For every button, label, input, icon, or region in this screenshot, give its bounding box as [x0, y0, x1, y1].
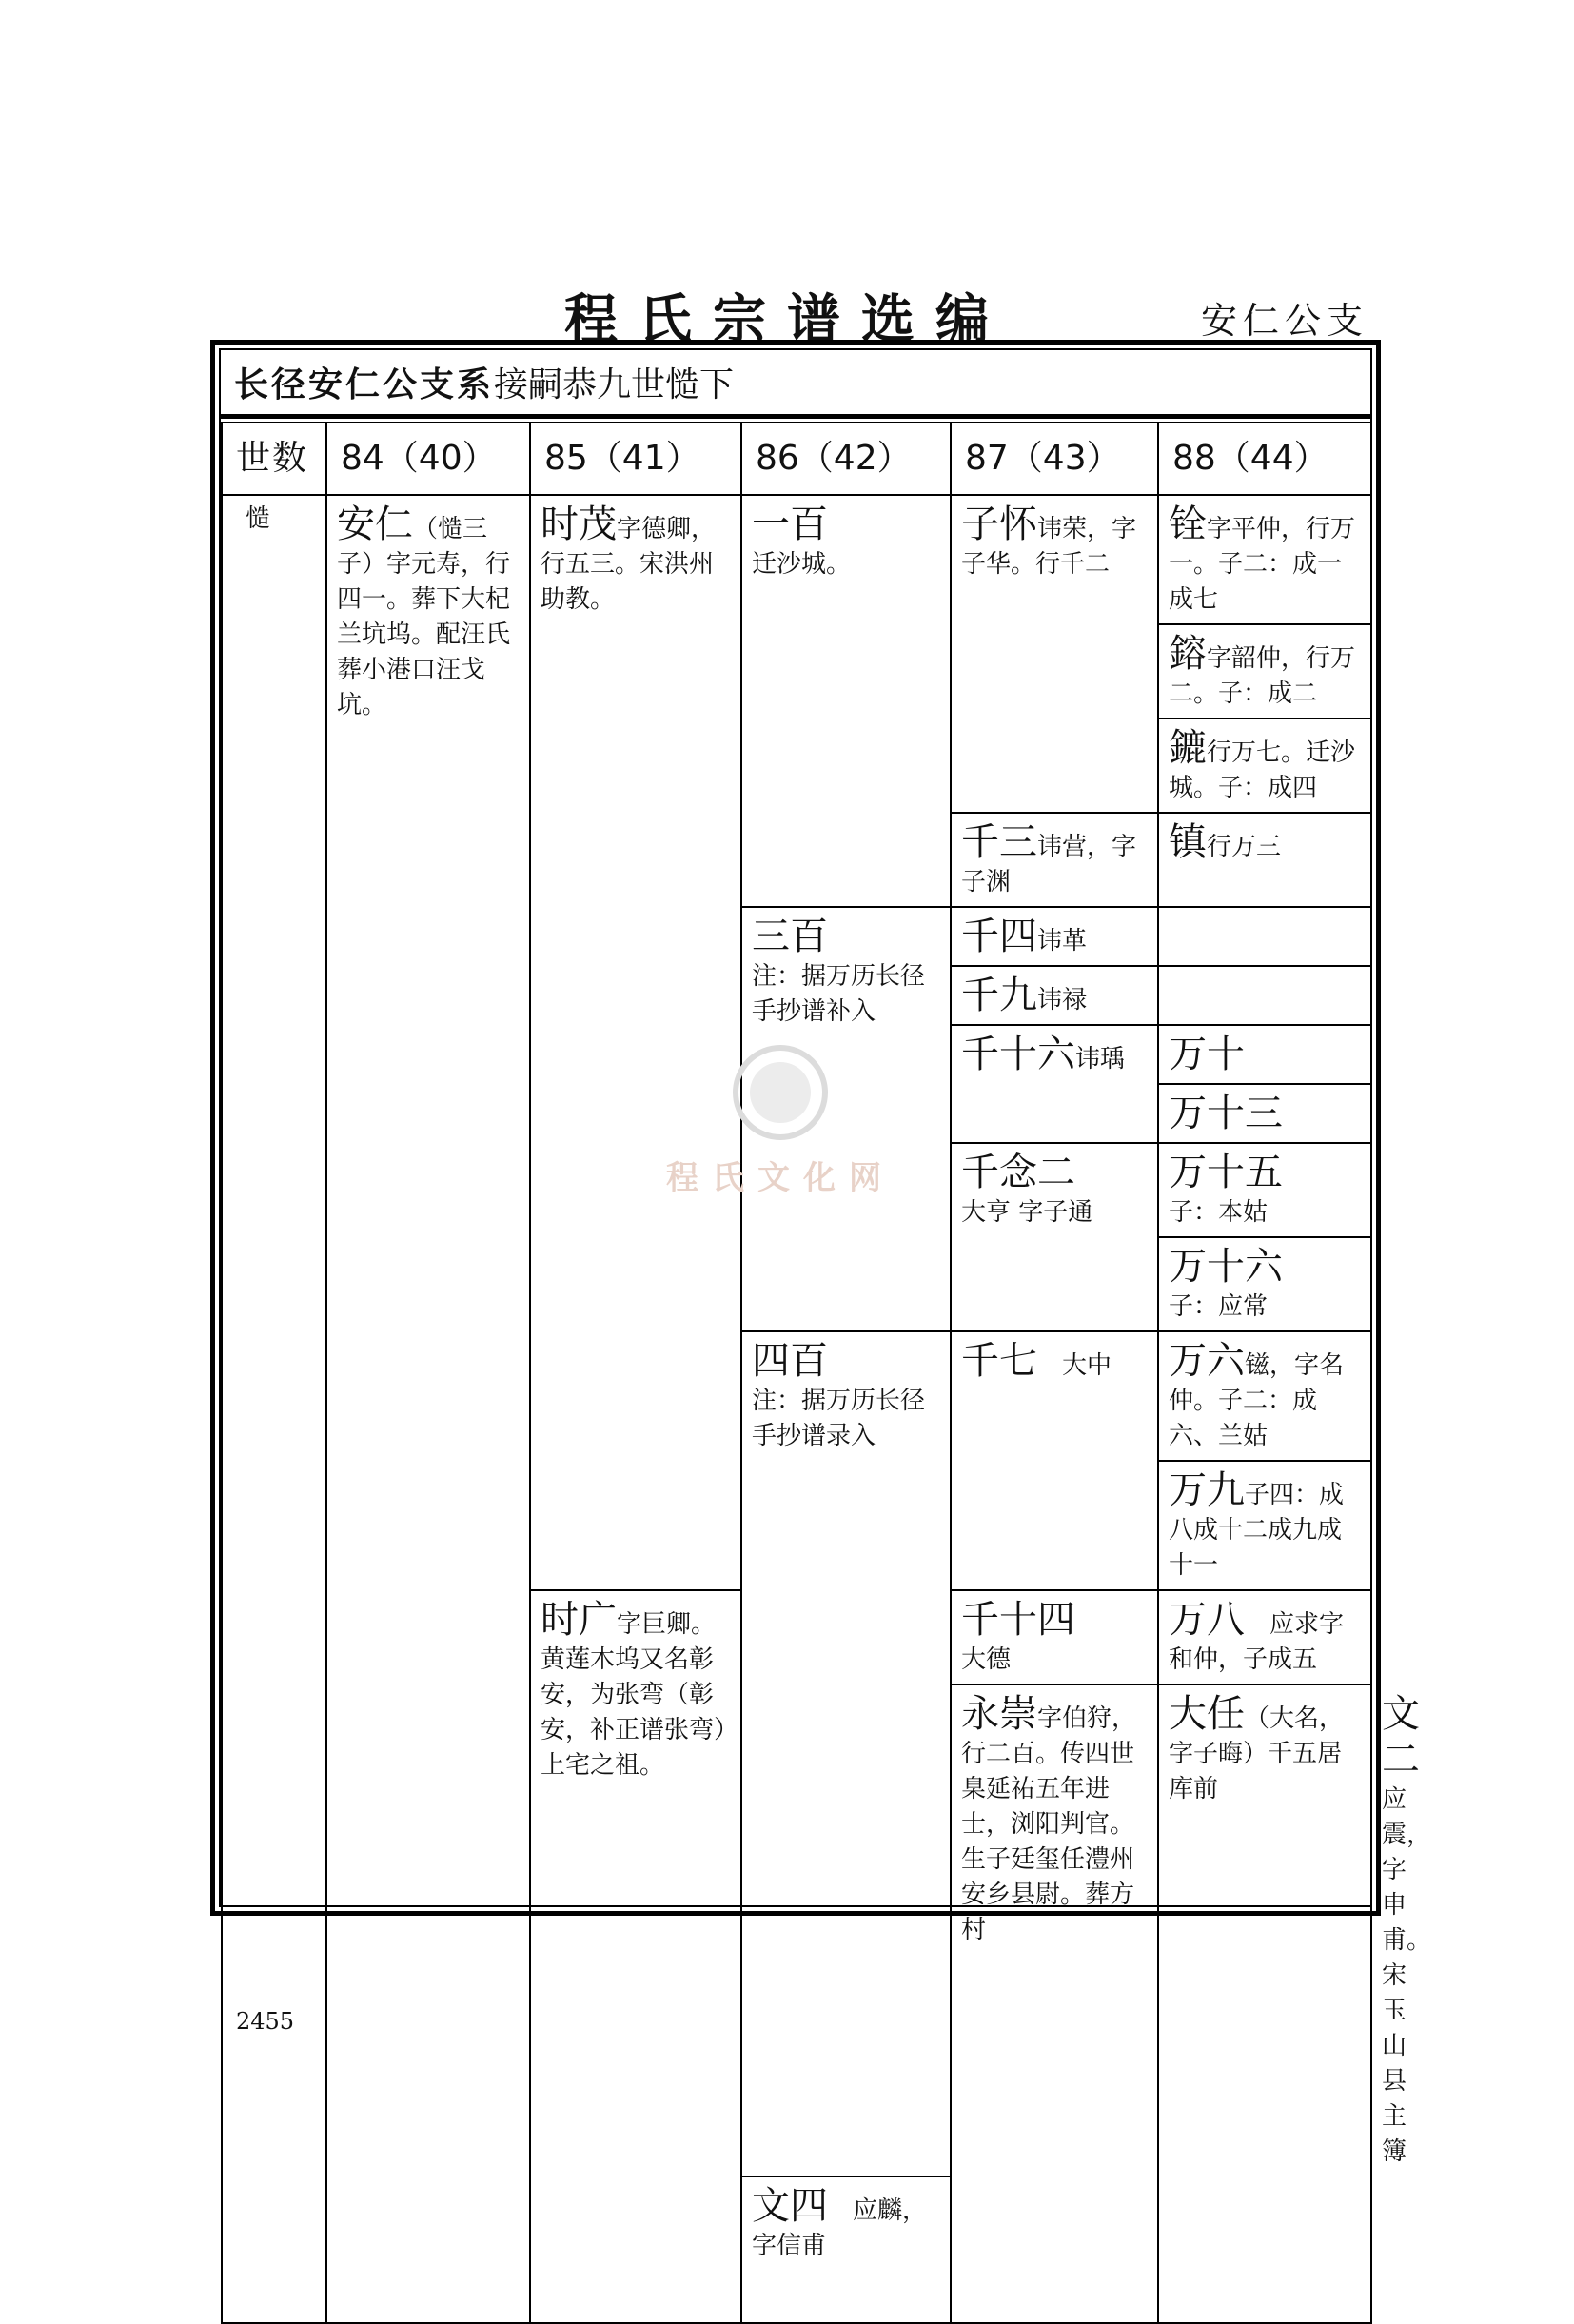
person-sibai	[741, 1331, 951, 2176]
person-name: 鎔	[1169, 632, 1207, 676]
person-detail: （大名，字子晦）千五居库前	[1169, 1704, 1345, 1803]
person-detail: 迁沙城。	[752, 550, 852, 579]
person-name: 一百	[752, 502, 828, 546]
person-wanshiwu	[1158, 1143, 1371, 1237]
person-detail: 字韶仲，行万二。子：成二	[1169, 644, 1356, 708]
person-detail: 讳瑀	[1075, 1045, 1126, 1073]
person-detail: 行万三	[1207, 833, 1282, 861]
person-detail: 字伯狩，行二百。传四世臬延祐五年进士，浏阳判官。生子廷玺任澧州安乡县尉。葬方村	[961, 1704, 1137, 1944]
person-anren	[326, 495, 530, 2323]
person-qiansi	[951, 907, 1158, 966]
person-qiannianer	[951, 1143, 1158, 1331]
person-rong	[1158, 624, 1371, 719]
person-qiansan	[951, 813, 1158, 907]
empty-cell	[1158, 907, 1371, 966]
generation-header-row	[222, 423, 1371, 495]
person-name: 四百	[752, 1339, 828, 1383]
person-zhen	[1158, 813, 1371, 907]
person-name: 千十六	[961, 1033, 1075, 1076]
page-number: 2455	[236, 2008, 295, 2035]
person-name: 万八	[1169, 1598, 1245, 1642]
person-daren	[1158, 1684, 1371, 2323]
person-name: 万六	[1169, 1339, 1245, 1383]
person-wanjiu	[1158, 1461, 1371, 1590]
person-wanba	[1158, 1590, 1371, 1684]
banner-lineage-note: 接嗣恭九世慥下	[494, 365, 735, 404]
generation-88-header: 88（44）	[1158, 423, 1371, 495]
person-biao	[1158, 719, 1371, 813]
empty-cell	[1158, 966, 1371, 1025]
person-detail: 字德卿，行五三。宋洪州助教。	[541, 515, 717, 614]
person-name: 时茂	[541, 502, 617, 546]
person-name: 文二	[1382, 1692, 1420, 1782]
person-name: 安仁	[337, 502, 413, 546]
person-detail: 讳营，字子渊	[961, 833, 1137, 896]
person-qianshisi	[951, 1590, 1158, 1684]
person-name: 大任	[1169, 1692, 1245, 1736]
person-name: 千十四	[961, 1598, 1075, 1642]
person-name: 千念二	[961, 1151, 1075, 1194]
person-detail: 讳革	[1037, 927, 1088, 955]
person-qianqi	[951, 1331, 1158, 1590]
person-name: 千三	[961, 820, 1037, 864]
person-shiguang	[530, 1590, 741, 2323]
person-detail: 讳荣，字子华。行千二	[961, 515, 1137, 579]
page-title: 程氏宗谱选编	[564, 288, 1010, 351]
person-name: 万十	[1169, 1033, 1245, 1076]
person-name: 铨	[1169, 502, 1207, 546]
person-name: 文四	[752, 2184, 828, 2228]
branch-title: 安仁公支	[1201, 300, 1369, 342]
person-detail: （慥三子）字元寿，行四一。葬下大杞兰坑坞。配汪氏葬小港口汪戈坑。	[337, 515, 511, 719]
person-detail: 大德	[961, 1645, 1012, 1674]
genealogy-banner	[221, 350, 1370, 419]
person-name: 万九	[1169, 1468, 1245, 1512]
person-name: 万十五	[1169, 1151, 1283, 1194]
generation-85-header: 85（41）	[530, 423, 741, 495]
person-detail: 镃，字名仲。子二：成六、兰姑	[1169, 1351, 1345, 1450]
person-wanshiliu	[1158, 1237, 1371, 1331]
person-name: 千七	[961, 1339, 1037, 1383]
person-detail: 子四：成八成十二成九成十一	[1169, 1481, 1345, 1580]
person-name: 三百	[752, 915, 828, 958]
person-name: 万十三	[1169, 1092, 1283, 1135]
person-detail: 应求字和仲，子成五	[1169, 1610, 1345, 1674]
person-yibai	[741, 495, 951, 907]
generation-87-header: 87（43）	[951, 423, 1158, 495]
person-detail: 子：应常	[1169, 1292, 1269, 1321]
person-shimao	[530, 495, 741, 1590]
person-detail: 字巨卿。黄莲木坞又名彰安，为张弯（彰安，补正谱张弯）上宅之祖。	[541, 1610, 727, 1780]
person-wanshi	[1158, 1025, 1371, 1084]
person-detail: 应震，字申甫。宋玉山县主簿	[1382, 1785, 1432, 2166]
seal-stamp-center	[750, 1062, 811, 1123]
person-detail: 大亨 字子通	[961, 1198, 1093, 1227]
person-detail: 注：据万历长径手抄谱录入	[752, 1387, 926, 1450]
watermark-text: 程氏文化网	[666, 1159, 895, 1197]
banner-branch-name: 长径安仁公支系	[234, 364, 495, 404]
person-name: 时广	[541, 1598, 617, 1642]
person-name: 永崇	[961, 1692, 1037, 1736]
genealogy-table	[221, 422, 1432, 2324]
person-detail: 应麟，字信甫	[752, 2196, 928, 2260]
person-name: 万十六	[1169, 1245, 1283, 1289]
person-name: 镇	[1169, 820, 1207, 864]
person-wanshisan	[1158, 1084, 1371, 1143]
person-name: 千四	[961, 915, 1037, 958]
generation-86-header: 86（42）	[741, 423, 951, 495]
person-name: 鏕	[1169, 726, 1207, 770]
person-wensi	[741, 2176, 951, 2323]
person-wanliu	[1158, 1331, 1371, 1461]
generation-label: 世数	[222, 423, 326, 495]
person-name: 子怀	[961, 502, 1037, 546]
person-detail: 讳禄	[1037, 986, 1088, 1014]
person-detail: 子：本姑	[1169, 1198, 1269, 1227]
person-qianshiliu	[951, 1025, 1158, 1143]
person-yongchong	[951, 1684, 1158, 2323]
ancestor-cell: 慥	[222, 495, 326, 2323]
generation-84-header: 84（40）	[326, 423, 530, 495]
person-detail: 注：据万历长径手抄谱补入	[752, 962, 926, 1026]
person-zihuai	[951, 495, 1158, 813]
person-detail: 行万七。迁沙城。子：成四	[1169, 739, 1356, 802]
person-name: 千九	[961, 974, 1037, 1017]
person-qianjiu	[951, 966, 1158, 1025]
person-detail: 字平仲，行万一。子二：成一成七	[1169, 515, 1356, 614]
person-detail: 大中	[1062, 1351, 1112, 1380]
person-quan	[1158, 495, 1371, 624]
